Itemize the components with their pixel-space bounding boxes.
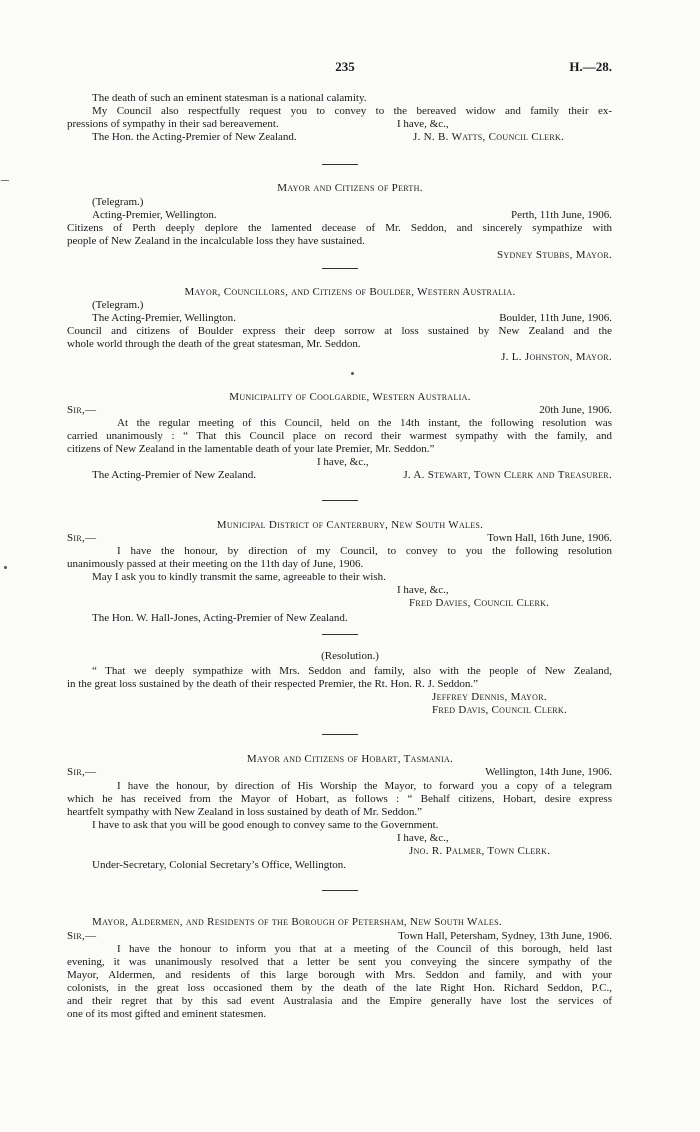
watts-addressee: The Hon. the Acting-Premier of New Zealand. bbox=[92, 131, 297, 143]
hobart-body-2: which he has received from the Mayor of Hobart, as follows : “ Behalf citizens, Hobart, desire express bbox=[67, 793, 612, 805]
section-rule bbox=[322, 734, 358, 735]
canterbury-signature: Fred Davies, Council Clerk. bbox=[409, 597, 550, 609]
watts-line-2: My Council also respectfully request you to convey to the bereaved widow and family their ex- bbox=[92, 105, 612, 117]
section-rule bbox=[322, 634, 358, 635]
resolution-signature-mayor: Jeffrey Dennis, Mayor. bbox=[432, 691, 547, 703]
perth-body-1: Citizens of Perth deeply deplore the lamented decease of Mr. Seddon, and sincerely sympathize with bbox=[67, 222, 612, 234]
perth-place-date: Perth, 11th June, 1906. bbox=[510, 209, 612, 221]
hobart-body-3: heartfelt sympathy with New Zealand in loss sustained by death of Mr. Seddon.” bbox=[67, 806, 422, 818]
petersham-body-2: evening, it was unanimously resolved that a letter be sent you conveying the sincere sympathy of the bbox=[67, 956, 612, 968]
petersham-body-1: I have the honour to inform you that at a meeting of the Council of this borough, held last bbox=[117, 943, 612, 955]
perth-recipient: Acting-Premier, Wellington. bbox=[92, 209, 217, 221]
hobart-heading: Mayor and Citizens of Hobart, Tasmania. bbox=[246, 753, 454, 765]
watts-closing: I have, &c., bbox=[397, 118, 449, 130]
margin-dot bbox=[4, 566, 7, 569]
page-number: 235 bbox=[335, 59, 355, 74]
coolgardie-closing: I have, &c., bbox=[317, 456, 369, 468]
canterbury-body-1: I have the honour, by direction of my Council, to convey to you the following resolution bbox=[117, 545, 612, 557]
petersham-place-date: Town Hall, Petersham, Sydney, 13th June, 1906. bbox=[398, 930, 612, 942]
hobart-signature: Jno. R. Palmer, Town Clerk. bbox=[409, 845, 551, 857]
boulder-telegram-label: (Telegram.) bbox=[92, 299, 144, 311]
coolgardie-heading: Municipality of Coolgardie, Western Australia. bbox=[229, 391, 471, 403]
print-dot bbox=[351, 372, 354, 375]
petersham-body-5: and their regret that by this sad event Australasia and the Empire generally have lost the services of bbox=[67, 995, 612, 1007]
petersham-heading: Mayor, Aldermen, and Residents of the Borough of Petersham, New South Wales. bbox=[92, 916, 502, 928]
watts-signature: J. N. B. Watts, Council Clerk. bbox=[413, 131, 565, 143]
canterbury-body-3: May I ask you to kindly transmit the same, agreeable to their wish. bbox=[92, 571, 386, 583]
hobart-salutation: Sir,— bbox=[67, 766, 97, 778]
petersham-body-6: one of its most gifted and eminent statesmen. bbox=[67, 1008, 267, 1020]
boulder-place-date: Boulder, 11th June, 1906. bbox=[499, 312, 612, 324]
canterbury-addressee: The Hon. W. Hall-Jones, Acting-Premier of New Zealand. bbox=[92, 612, 348, 624]
perth-telegram-label: (Telegram.) bbox=[92, 196, 144, 208]
petersham-body-3: Mayor, Aldermen, and residents of this large borough with Mrs. Seddon and family, and with your bbox=[67, 969, 612, 981]
coolgardie-signature: J. A. Stewart, Town Clerk and Treasurer. bbox=[403, 469, 612, 481]
boulder-heading: Mayor, Councillors, and Citizens of Boulder, Western Australia. bbox=[184, 286, 516, 298]
boulder-body-2: whole world through the death of the great statesman, Mr. Seddon. bbox=[67, 338, 361, 350]
coolgardie-body-3: citizens of New Zealand in the lamentable death of your late Premier, Mr. Seddon.” bbox=[67, 443, 435, 455]
resolution-title: (Resolution.) bbox=[321, 650, 379, 662]
canterbury-salutation: Sir,— bbox=[67, 532, 97, 544]
boulder-signature: J. L. Johnston, Mayor. bbox=[501, 351, 612, 363]
coolgardie-salutation: Sir,— bbox=[67, 404, 97, 416]
canterbury-heading: Municipal District of Canterbury, New South Wales. bbox=[216, 519, 484, 531]
canterbury-closing: I have, &c., bbox=[397, 584, 449, 596]
petersham-salutation: Sir,— bbox=[67, 930, 97, 942]
perth-signature: Sydney Stubbs, Mayor. bbox=[496, 249, 612, 261]
section-rule bbox=[322, 890, 358, 891]
section-rule bbox=[322, 268, 358, 269]
coolgardie-body-1: At the regular meeting of this Council, held on the 14th instant, the following resolution was bbox=[117, 417, 612, 429]
section-rule bbox=[322, 500, 358, 501]
resolution-line-1: “ That we deeply sympathize with Mrs. Seddon and family, also with the people of New Zealand, bbox=[92, 665, 612, 677]
hobart-addressee: Under-Secretary, Colonial Secretary’s Office, Wellington. bbox=[92, 859, 347, 871]
watts-line-1: The death of such an eminent statesman is a national calamity. bbox=[92, 92, 367, 104]
hobart-place-date: Wellington, 14th June, 1906. bbox=[485, 766, 612, 778]
document-reference: H.—28. bbox=[569, 59, 612, 74]
coolgardie-body-2: carried unanimously : “ That this Council place on record their warmest sympathy with the family, and bbox=[67, 430, 612, 442]
hobart-body-1: I have the honour, by direction of His Worship the Mayor, to forward you a copy of a telegram bbox=[117, 780, 612, 792]
resolution-line-2: in the great loss sustained by the death of their respected Premier, the Rt. Hon. R. J. Seddon.” bbox=[67, 678, 479, 690]
canterbury-body-2: unanimously passed at their meeting on the 11th day of June, 1906. bbox=[67, 558, 364, 570]
petersham-body-4: colonists, in the great loss occasioned them by the death of the late Right Hon. Richard Seddon, P.C., bbox=[67, 982, 612, 994]
coolgardie-addressee: The Acting-Premier of New Zealand. bbox=[92, 469, 257, 481]
margin-mark bbox=[1, 180, 9, 181]
hobart-closing: I have, &c., bbox=[397, 832, 449, 844]
boulder-body-1: Council and citizens of Boulder express their deep sorrow at loss sustained by New Zealand and the bbox=[67, 325, 612, 337]
coolgardie-date: 20th June, 1906. bbox=[539, 404, 612, 416]
perth-heading: Mayor and Citizens of Perth. bbox=[277, 182, 423, 194]
resolution-signature-clerk: Fred Davis, Council Clerk. bbox=[432, 704, 568, 716]
watts-line-3: pressions of sympathy in their sad bereavement. bbox=[67, 118, 279, 130]
perth-body-2: people of New Zealand in the incalculable loss they have sustained. bbox=[67, 235, 365, 247]
section-rule bbox=[322, 164, 358, 165]
hobart-body-4: I have to ask that you will be good enough to convey same to the Government. bbox=[92, 819, 439, 831]
boulder-recipient: The Acting-Premier, Wellington. bbox=[92, 312, 236, 324]
canterbury-place-date: Town Hall, 16th June, 1906. bbox=[487, 532, 612, 544]
